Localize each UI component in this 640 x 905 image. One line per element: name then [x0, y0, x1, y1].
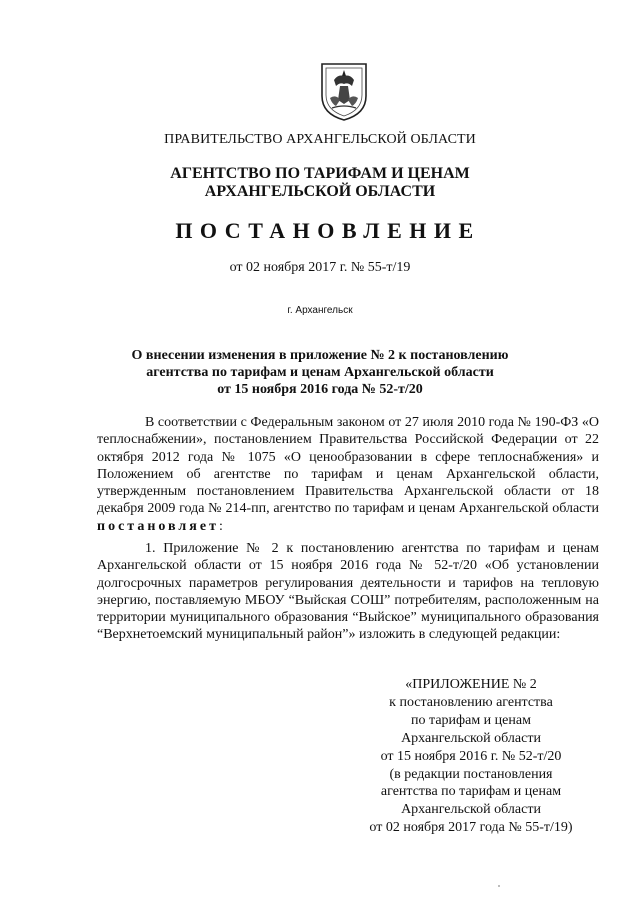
- preamble-colon: :: [218, 518, 223, 534]
- document-date-number: от 02 ноября 2017 г. № 55-т/19: [229, 260, 411, 275]
- agency-name-line-1: АГЕНТСТВО ПО ТАРИФАМ И ЦЕНАМ: [170, 165, 470, 182]
- document-subject: [0, 347, 640, 398]
- clause-1-paragraph: 1. Приложение № 2 к постановлению агентства по тарифам и ценам Архангельской области от 15 ноября 2016 года № 52-т/20 «Об установлении долгосрочных параметров регулирования деятельности и тарифов на тепловую энергию, поставляемую МБОУ “Выйская СОШ” потребителям, расположенным на территории муниципального образования “Выйское” муниципального образования “Верхнетоемский муниципальный район”» изложить в следующей редакции:: [97, 541, 599, 643]
- document-type: ПОСТАНОВЛЕНИЕ: [175, 218, 481, 243]
- preamble-text: В соответствии с Федеральным законом от 27 июля 2010 года № 190-ФЗ «О теплоснабжении», постановлением Правительства Российской Федерации от 22 октября 2012 года № 1075 «О ценообразовании в сфере теплоснабжения» и Положением об агентстве по тарифам и ценам Архангельской области, утвержденным постановлением Правительства Архангельской области от 18 декабря 2009 года № 214-пп, агентство по тарифам и ценам Архангельской области: [97, 415, 599, 517]
- appendix-line: по тарифам и ценам: [411, 712, 531, 728]
- subject-line-3: от 15 ноября 2016 года № 52-т/20: [217, 382, 423, 397]
- appendix-header: [336, 676, 606, 837]
- scan-speck: [498, 885, 500, 887]
- agency-name-line-2: АРХАНГЕЛЬСКОЙ ОБЛАСТИ: [204, 183, 436, 200]
- coat-of-arms-icon: [318, 60, 370, 122]
- agency-name: [0, 165, 640, 201]
- appendix-line: от 15 ноября 2016 г. № 52-т/20: [380, 748, 562, 764]
- document-city: г. Архангельск: [287, 305, 353, 316]
- appendix-line: от 02 ноября 2017 года № 55-т/19): [369, 820, 573, 836]
- appendix-line: агентства по тарифам и ценам: [380, 784, 562, 800]
- appendix-line: Архангельской области: [401, 730, 541, 746]
- government-name: ПРАВИТЕЛЬСТВО АРХАНГЕЛЬСКОЙ ОБЛАСТИ: [164, 132, 476, 147]
- preamble-paragraph: [97, 414, 599, 535]
- appendix-line: «ПРИЛОЖЕНИЕ № 2: [405, 677, 537, 692]
- subject-line-2: агентства по тарифам и ценам Архангельской области: [146, 365, 494, 380]
- appendix-line: Архангельской области: [401, 802, 541, 818]
- appendix-line: к постановлению агентства: [389, 694, 553, 710]
- subject-line-1: О внесении изменения в приложение № 2 к постановлению: [131, 348, 509, 363]
- appendix-line: (в редакции постановления: [389, 766, 553, 782]
- resolves-keyword: постановляет: [97, 518, 219, 534]
